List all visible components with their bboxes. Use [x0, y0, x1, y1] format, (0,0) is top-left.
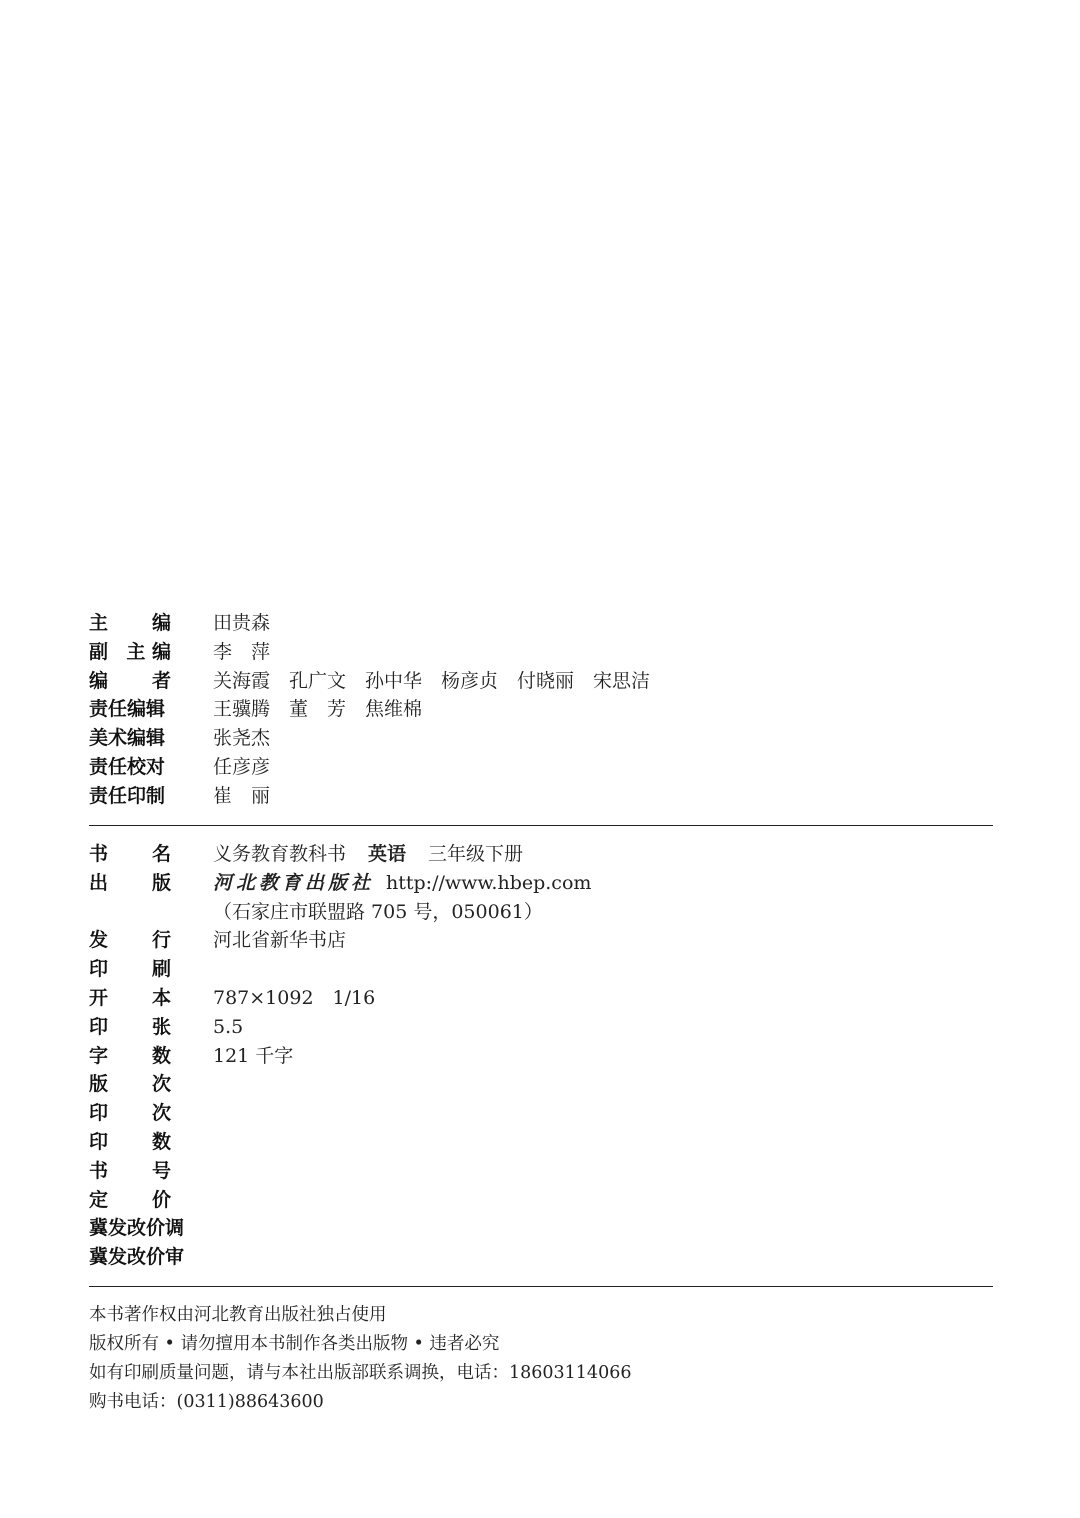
- format: 787×1092 1/16: [213, 986, 376, 1009]
- editors-block: [89, 609, 993, 811]
- divider-top: [89, 825, 993, 826]
- sheets: 5.5: [213, 1015, 244, 1038]
- copies-row: 印 数: [89, 1130, 171, 1153]
- chief-editor: 田贵森: [213, 612, 271, 634]
- book-info-block: [89, 840, 993, 1272]
- distributor: 河北省新华书店: [213, 929, 347, 952]
- sheets-row: 印 张 5.5: [89, 1013, 993, 1042]
- publisher-logo: 河北教育出版社: [213, 871, 375, 894]
- edition-row: 版 次: [89, 1073, 171, 1096]
- print-supervisor: 崔 丽: [213, 784, 271, 807]
- editor-row-proofread: 责任校对 任彦彦: [89, 753, 993, 782]
- copyright-notice: 本书著作权由河北教育出版社独占使用: [89, 1305, 387, 1325]
- editor-row-deputy: 副 主 编 李 萍: [89, 638, 993, 667]
- divider-bottom: [89, 1286, 993, 1287]
- rights-notice: 版权所有 • 请勿擅用本书制作各类出版物 • 违者必究: [89, 1334, 500, 1354]
- price-review-row: 冀发改价审: [89, 1246, 185, 1269]
- distributor-row: 发 行 河北省新华书店: [89, 926, 993, 955]
- deputy-editor: 李 萍: [213, 640, 271, 663]
- editor-row-responsible: 责任编辑 王骥腾 董 芳 焦维棉: [89, 695, 993, 724]
- isbn-row: 书 号: [89, 1159, 171, 1182]
- art-editor: 张尧杰: [213, 727, 271, 750]
- impression-row: 印 次: [89, 1102, 171, 1125]
- authors: 关海霞 孔广文 孙中华 杨彦贞 付晓丽 宋思洁: [213, 669, 651, 692]
- publisher-address-row: [89, 898, 993, 927]
- editor-row-art: 美术编辑 张尧杰: [89, 724, 993, 753]
- editor-row-authors: 编 者 关海霞 孔广文 孙中华 杨彦贞 付晓丽 宋思洁: [89, 667, 993, 696]
- editor-row-chief: 主 编 田贵森: [89, 609, 993, 638]
- price-row: 定 价: [89, 1188, 171, 1211]
- editor-row-printing: 责任印制 崔 丽: [89, 782, 993, 811]
- quality-contact: 如有印刷质量问题，请与本社出版部联系调换，电话：18603114066: [89, 1363, 632, 1383]
- responsible-editors: 王骥腾 董 芳 焦维棉: [213, 698, 423, 721]
- book-subject: 英语: [368, 843, 407, 865]
- publisher-address: （石家庄市联盟路 705 号，050061）: [213, 900, 543, 923]
- printer-row: 印 刷: [89, 958, 171, 981]
- price-adjust-row: 冀发改价调: [89, 1217, 185, 1240]
- format-row: 开 本 787×1092 1/16: [89, 984, 993, 1013]
- words-row: 字 数 121 千字: [89, 1042, 993, 1071]
- publisher-url: http://www.hbep.com: [386, 871, 592, 894]
- publisher-row: 出 版 河北教育出版社 http://www.hbep.com: [89, 871, 592, 894]
- proofreader: 任彦彦: [213, 755, 271, 778]
- book-title-row: 书 名 义务教育教科书 英语 三年级下册: [89, 843, 524, 865]
- book-series: 义务教育教科书: [213, 843, 347, 865]
- word-count: 121 千字: [213, 1044, 294, 1067]
- book-grade: 三年级下册: [428, 843, 524, 865]
- purchase-contact: 购书电话：(0311)88643600: [89, 1392, 324, 1412]
